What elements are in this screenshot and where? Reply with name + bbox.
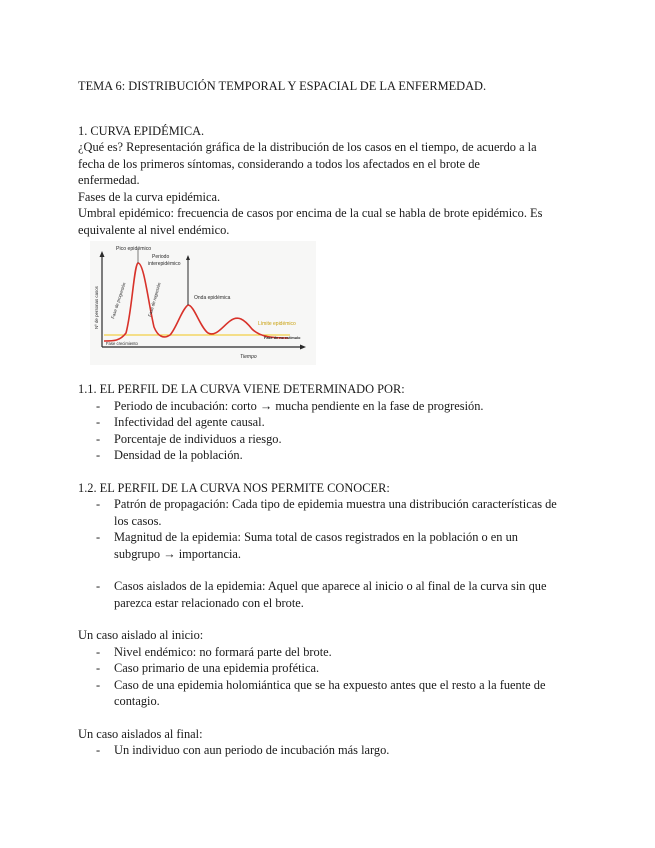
- list-item: - Densidad de la población.: [78, 447, 578, 464]
- label-x-axis: Tiempo: [240, 354, 257, 360]
- list-item: - Un individuo con aun periodo de incubación más largo.: [78, 742, 578, 759]
- list-item-line: Casos aislados de la epidemia: Aquel que aparece al inicio o al final de la curva sin que: [114, 579, 547, 593]
- list-item-line: subgrupo → importancia.: [114, 546, 241, 561]
- label-fase-crecimiento: Fase crecimiento: [106, 341, 138, 346]
- list-item: [78, 529, 578, 562]
- label-regresion: Fase de regresión: [147, 281, 162, 318]
- section-1-1-heading: 1.1. EL PERFIL DE LA CURVA VIENE DETERMINADO POR:: [78, 382, 405, 396]
- label-progresion: Fase de progresión: [110, 281, 127, 320]
- paragraph-line: equivalente al nivel endémico.: [78, 222, 230, 237]
- paragraph-line: fecha de los primeros síntomas, considerando a todos los afectados en el brote de: [78, 156, 480, 171]
- list-item-line: parezca estar relacionado con el brote.: [114, 595, 304, 610]
- label-y-axis: Nº de personas casos: [94, 286, 99, 329]
- label-interepidemico: interepidémico: [148, 261, 181, 267]
- label-periodo: Periodo: [152, 254, 170, 260]
- final-heading: Un caso aislados al final:: [78, 726, 203, 741]
- list-item-line: los casos.: [114, 513, 162, 528]
- inicio-list: [78, 644, 578, 710]
- label-onda: Onda epidémica: [194, 295, 231, 301]
- paragraph-line: ¿Qué es? Representación gráfica de la distribución de los casos en el tiempo, de acuerdo a la: [78, 140, 537, 154]
- label-fase-sin-estimulo: Fase de no estimulo: [264, 336, 301, 340]
- list-item: [78, 578, 578, 611]
- inicio-heading: Un caso aislado al inicio:: [78, 628, 204, 642]
- list-item: - Caso primario de una epidemia profética.: [78, 660, 578, 677]
- section-1-heading: 1. CURVA EPIDÉMICA.: [78, 123, 205, 138]
- section-1-2-heading: 1.2. EL PERFIL DE LA CURVA NOS PERMITE CONOCER:: [78, 480, 390, 495]
- label-limite: Límite epidémico: [258, 321, 296, 327]
- list-item: - Periodo de incubación: corto → mucha pendiente en la fase de progresión.: [78, 398, 578, 415]
- epidemic-curve-figure: [90, 241, 316, 365]
- epidemic-curve-svg: [90, 241, 316, 365]
- paragraph-line: Fases de la curva epidémica.: [78, 189, 221, 204]
- paragraph-line: enfermedad.: [78, 173, 140, 187]
- document-page: [78, 78, 578, 759]
- list-item: - Porcentaje de individuos a riesgo.: [78, 431, 578, 448]
- list-item: [78, 677, 578, 710]
- list-item-line: Caso de una epidemia holomiántica que se ha expuesto antes que el resto a la fuente de: [114, 677, 546, 692]
- document-title: TEMA 6: DISTRIBUCIÓN TEMPORAL Y ESPACIAL DE LA ENFERMEDAD.: [78, 79, 487, 93]
- figure-background: [90, 241, 316, 365]
- list-item-line: Magnitud de la epidemia: Suma total de casos registrados en la población o en un: [114, 530, 518, 544]
- list-item: [78, 496, 578, 529]
- list-item-line: Patrón de propagación: Cada tipo de epidemia muestra una distribución características de: [114, 497, 557, 511]
- label-peak: Pico epidémico: [116, 246, 152, 252]
- final-list: [78, 742, 578, 759]
- list-item: - Infectividad del agente causal.: [78, 414, 578, 431]
- section-1-2-list-b: [78, 578, 578, 611]
- list-item-line: contagio.: [114, 694, 160, 708]
- list-item: - Nivel endémico: no formará parte del brote.: [78, 644, 578, 661]
- paragraph-line: Umbral epidémico: frecuencia de casos por encima de la cual se habla de brote epidémico. Es: [78, 206, 543, 220]
- section-1-2-list: [78, 496, 578, 562]
- section-1-1-list: [78, 398, 578, 464]
